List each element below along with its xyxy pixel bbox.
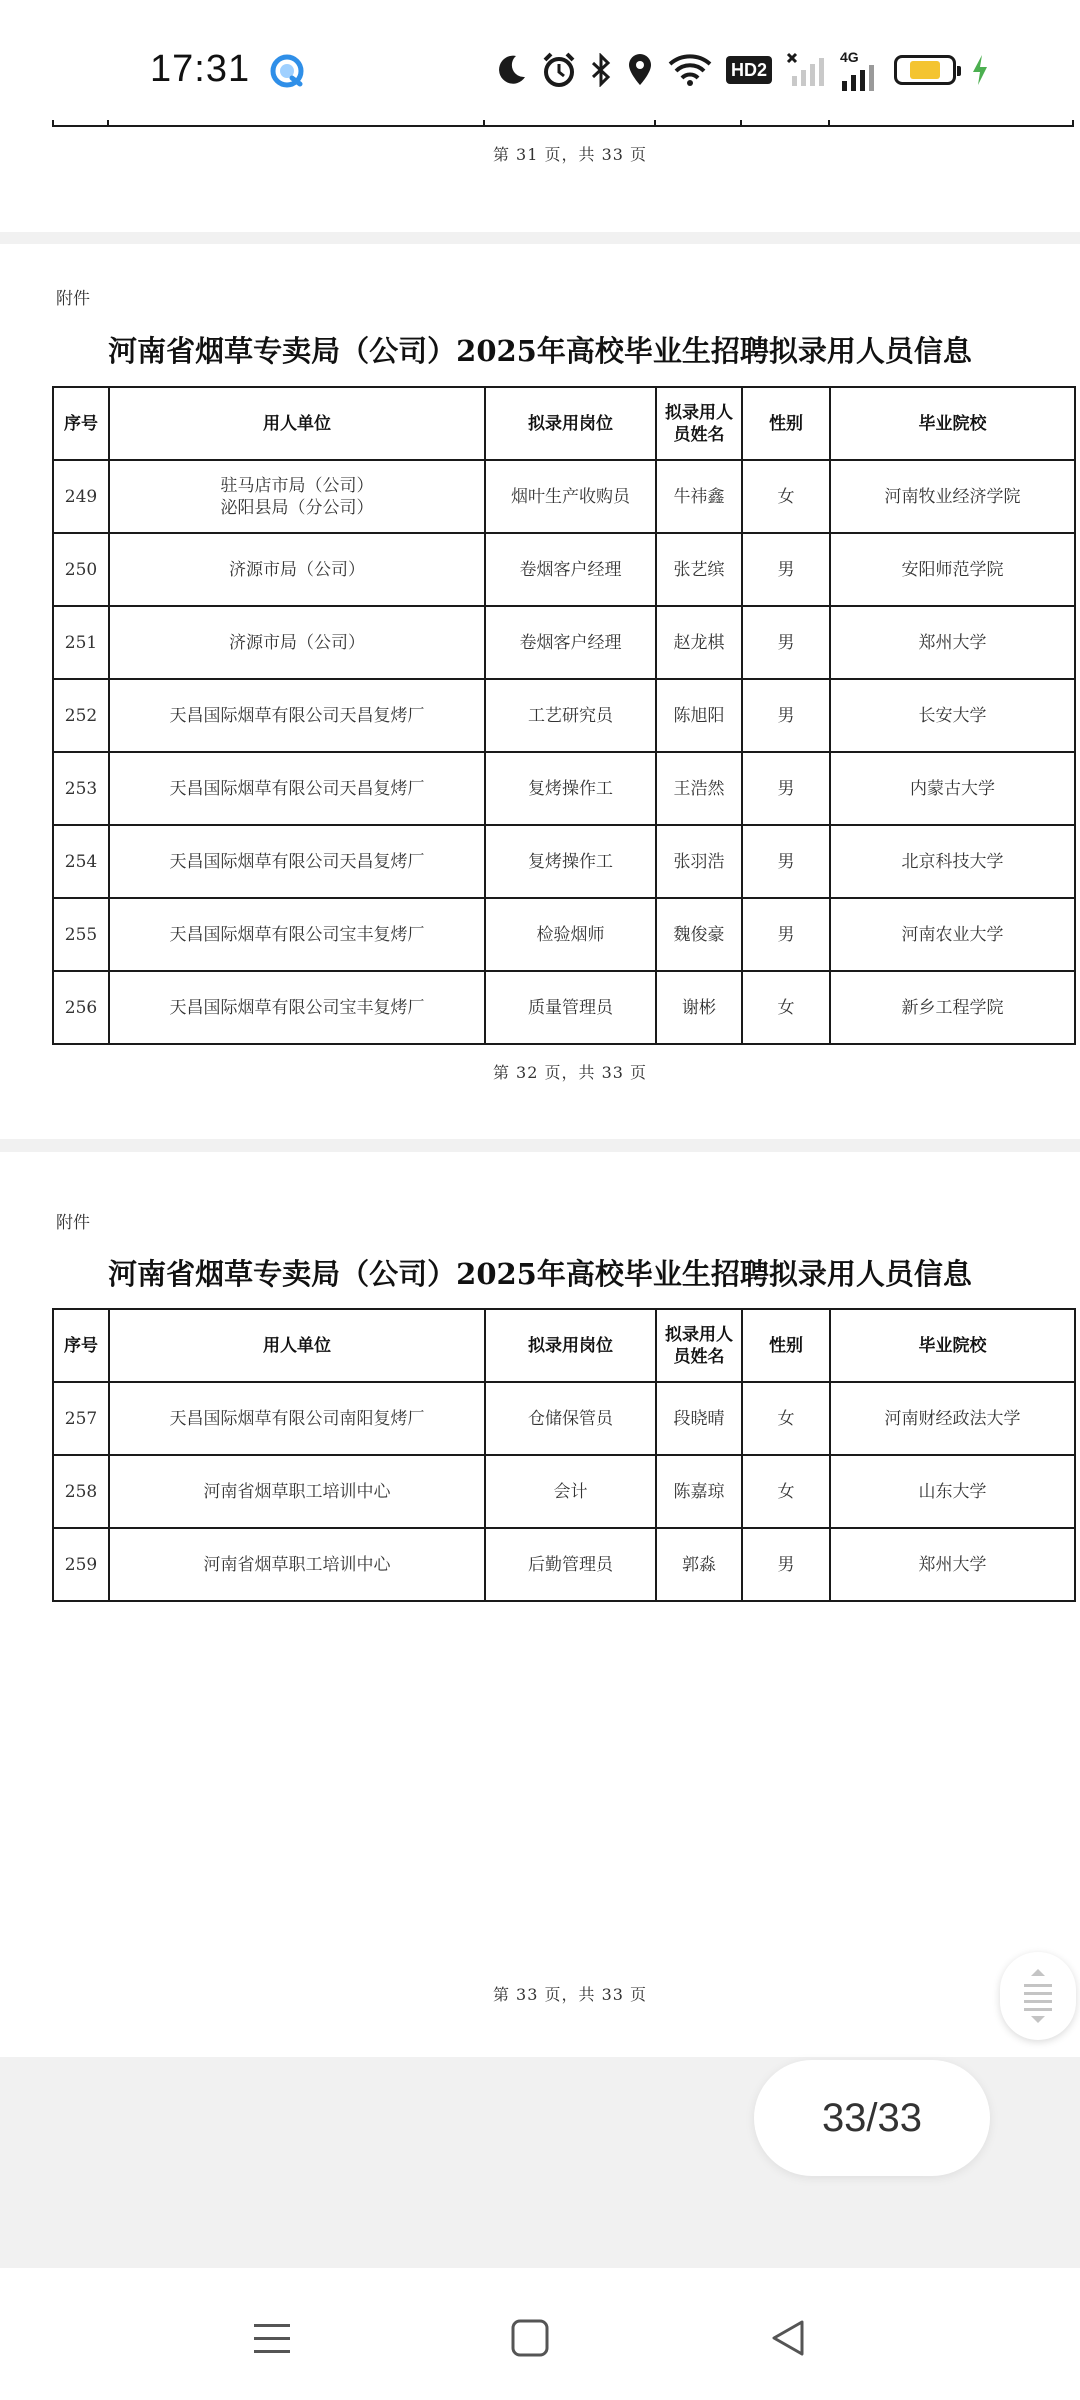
cell-position: 工艺研究员 bbox=[485, 679, 656, 752]
cell-gender: 男 bbox=[742, 1528, 830, 1601]
cell-position: 质量管理员 bbox=[485, 971, 656, 1044]
attachment-label: 附件 bbox=[56, 289, 90, 309]
moon-icon bbox=[496, 53, 528, 87]
back-button[interactable] bbox=[758, 2308, 818, 2368]
unit-line: 天昌国际烟草有限公司天昌复烤厂 bbox=[169, 778, 425, 799]
header-no: 序号 bbox=[53, 1309, 109, 1382]
cell-school: 河南农业大学 bbox=[830, 898, 1075, 971]
unit-line: 河南省烟草职工培训中心 bbox=[203, 1554, 391, 1575]
hiring-table-page-32 bbox=[52, 386, 1076, 1045]
cell-no: 256 bbox=[53, 971, 109, 1044]
cell-school: 安阳师范学院 bbox=[830, 533, 1075, 606]
unit-line: 天昌国际烟草有限公司宝丰复烤厂 bbox=[169, 997, 425, 1018]
menu-icon bbox=[250, 2318, 294, 2358]
table-row bbox=[53, 1455, 1075, 1528]
cell-position: 卷烟客户经理 bbox=[485, 606, 656, 679]
page-33-footer: 第 33 页，共 33 页 bbox=[492, 1985, 648, 2004]
alarm-icon bbox=[542, 52, 576, 88]
cell-no: 254 bbox=[53, 825, 109, 898]
cell-school: 北京科技大学 bbox=[830, 825, 1075, 898]
cell-name: 陈旭阳 bbox=[656, 679, 742, 752]
table-header-row bbox=[53, 387, 1075, 460]
cell-no: 253 bbox=[53, 752, 109, 825]
header-position: 拟录用岗位 bbox=[485, 387, 656, 460]
network-label: 4G bbox=[840, 49, 859, 65]
cell-school: 内蒙古大学 bbox=[830, 752, 1075, 825]
table-row bbox=[53, 752, 1075, 825]
cell-gender: 女 bbox=[742, 1455, 830, 1528]
table-row bbox=[53, 606, 1075, 679]
cell-name: 谢彬 bbox=[656, 971, 742, 1044]
cell-school: 河南财经政法大学 bbox=[830, 1382, 1075, 1455]
header-name: 拟录用人员姓名 bbox=[656, 1309, 742, 1382]
cell-school: 山东大学 bbox=[830, 1455, 1075, 1528]
signal-4g-icon bbox=[840, 49, 880, 91]
cell-position: 复烤操作工 bbox=[485, 825, 656, 898]
header-unit: 用人单位 bbox=[109, 387, 485, 460]
cell-name: 魏俊豪 bbox=[656, 898, 742, 971]
cell-name: 王浩然 bbox=[656, 752, 742, 825]
wifi-icon bbox=[668, 53, 712, 87]
unit-line: 驻马店市局（公司） bbox=[220, 475, 374, 496]
table-row bbox=[53, 679, 1075, 752]
cell-unit bbox=[109, 898, 485, 971]
attachment-label: 附件 bbox=[56, 1213, 90, 1233]
header-gender: 性别 bbox=[742, 387, 830, 460]
cell-name: 牛祎鑫 bbox=[656, 460, 742, 533]
unit-line: 济源市局（公司） bbox=[229, 632, 365, 653]
table-row bbox=[53, 971, 1075, 1044]
cell-gender: 女 bbox=[742, 971, 830, 1044]
back-icon bbox=[766, 2316, 810, 2360]
unit-line: 泌阳县局（分公司） bbox=[220, 497, 374, 518]
cell-name: 张艺缤 bbox=[656, 533, 742, 606]
cell-no: 249 bbox=[53, 460, 109, 533]
unit-line: 天昌国际烟草有限公司天昌复烤厂 bbox=[169, 851, 425, 872]
cell-name: 陈嘉琼 bbox=[656, 1455, 742, 1528]
cell-no: 259 bbox=[53, 1528, 109, 1601]
cell-unit bbox=[109, 1528, 485, 1601]
cell-no: 251 bbox=[53, 606, 109, 679]
header-gender: 性别 bbox=[742, 1309, 830, 1382]
cell-name: 张羽浩 bbox=[656, 825, 742, 898]
cell-gender: 女 bbox=[742, 1382, 830, 1455]
home-button[interactable] bbox=[500, 2308, 560, 2368]
cell-gender: 男 bbox=[742, 606, 830, 679]
page-indicator[interactable]: 33/33 bbox=[754, 2060, 990, 2176]
cell-school: 郑州大学 bbox=[830, 606, 1075, 679]
cell-unit bbox=[109, 752, 485, 825]
hd-badge: HD2 bbox=[726, 56, 772, 84]
document-title: 河南省烟草专卖局（公司）2025年高校毕业生招聘拟录用人员信息 bbox=[108, 1257, 972, 1291]
battery-level bbox=[910, 61, 940, 79]
cell-gender: 男 bbox=[742, 679, 830, 752]
cell-gender: 男 bbox=[742, 533, 830, 606]
cell-no: 250 bbox=[53, 533, 109, 606]
cell-name: 郭淼 bbox=[656, 1528, 742, 1601]
scroll-grip-icon bbox=[1018, 1966, 1058, 2026]
cell-unit bbox=[109, 1382, 485, 1455]
header-no: 序号 bbox=[53, 387, 109, 460]
charging-icon bbox=[970, 53, 990, 87]
cell-gender: 女 bbox=[742, 460, 830, 533]
cell-unit bbox=[109, 460, 485, 533]
unit-line: 天昌国际烟草有限公司天昌复烤厂 bbox=[169, 705, 425, 726]
cell-position: 会计 bbox=[485, 1455, 656, 1528]
cell-position: 卷烟客户经理 bbox=[485, 533, 656, 606]
cell-position: 检验烟师 bbox=[485, 898, 656, 971]
browser-app-icon bbox=[270, 54, 304, 88]
cell-no: 252 bbox=[53, 679, 109, 752]
fast-scroll-handle[interactable] bbox=[1000, 1952, 1076, 2040]
cell-unit bbox=[109, 971, 485, 1044]
cell-gender: 男 bbox=[742, 898, 830, 971]
header-position: 拟录用岗位 bbox=[485, 1309, 656, 1382]
menu-button[interactable] bbox=[242, 2308, 302, 2368]
cell-position: 复烤操作工 bbox=[485, 752, 656, 825]
cell-school: 郑州大学 bbox=[830, 1528, 1075, 1601]
hiring-table-page-33 bbox=[52, 1308, 1076, 1602]
cell-unit bbox=[109, 533, 485, 606]
signal-no-sim-icon bbox=[786, 52, 826, 88]
table-row bbox=[53, 533, 1075, 606]
header-unit: 用人单位 bbox=[109, 1309, 485, 1382]
page-31-bottom bbox=[0, 120, 1080, 232]
page-31-table-columns bbox=[52, 120, 1074, 126]
cell-position: 烟叶生产收购员 bbox=[485, 460, 656, 533]
cell-gender: 男 bbox=[742, 825, 830, 898]
table-row bbox=[53, 825, 1075, 898]
cell-position: 后勤管理员 bbox=[485, 1528, 656, 1601]
table-row bbox=[53, 1382, 1075, 1455]
unit-line: 天昌国际烟草有限公司宝丰复烤厂 bbox=[169, 924, 425, 945]
cell-name: 赵龙棋 bbox=[656, 606, 742, 679]
status-bar bbox=[0, 0, 1080, 120]
cell-school: 新乡工程学院 bbox=[830, 971, 1075, 1044]
unit-line: 河南省烟草职工培训中心 bbox=[203, 1481, 391, 1502]
home-icon bbox=[508, 2316, 552, 2360]
cell-school: 长安大学 bbox=[830, 679, 1075, 752]
header-school: 毕业院校 bbox=[830, 1309, 1075, 1382]
page-33 bbox=[0, 1152, 1080, 2057]
cell-no: 257 bbox=[53, 1382, 109, 1455]
navigation-bar bbox=[0, 2268, 1080, 2400]
header-name: 拟录用人员姓名 bbox=[656, 387, 742, 460]
cell-school: 河南牧业经济学院 bbox=[830, 460, 1075, 533]
unit-line: 天昌国际烟草有限公司南阳复烤厂 bbox=[169, 1408, 425, 1429]
battery-icon bbox=[894, 55, 956, 85]
location-icon bbox=[626, 52, 654, 88]
cell-unit bbox=[109, 1455, 485, 1528]
bluetooth-icon bbox=[590, 53, 612, 87]
page-31-footer: 第 31 页，共 33 页 bbox=[492, 145, 648, 164]
table-header-row bbox=[53, 1309, 1075, 1382]
table-row bbox=[53, 898, 1075, 971]
status-icons bbox=[496, 48, 990, 92]
table-row bbox=[53, 460, 1075, 533]
page-32 bbox=[0, 244, 1080, 1139]
page-32-footer: 第 32 页，共 33 页 bbox=[492, 1063, 648, 1082]
document-title: 河南省烟草专卖局（公司）2025年高校毕业生招聘拟录用人员信息 bbox=[108, 334, 972, 368]
cell-no: 258 bbox=[53, 1455, 109, 1528]
cell-unit bbox=[109, 679, 485, 752]
status-time: 17:31 bbox=[150, 48, 251, 90]
cell-unit bbox=[109, 825, 485, 898]
cell-gender: 男 bbox=[742, 752, 830, 825]
table-row bbox=[53, 1528, 1075, 1601]
header-school: 毕业院校 bbox=[830, 387, 1075, 460]
cell-position: 仓储保管员 bbox=[485, 1382, 656, 1455]
unit-line: 济源市局（公司） bbox=[229, 559, 365, 580]
cell-name: 段晓晴 bbox=[656, 1382, 742, 1455]
cell-unit bbox=[109, 606, 485, 679]
cell-no: 255 bbox=[53, 898, 109, 971]
